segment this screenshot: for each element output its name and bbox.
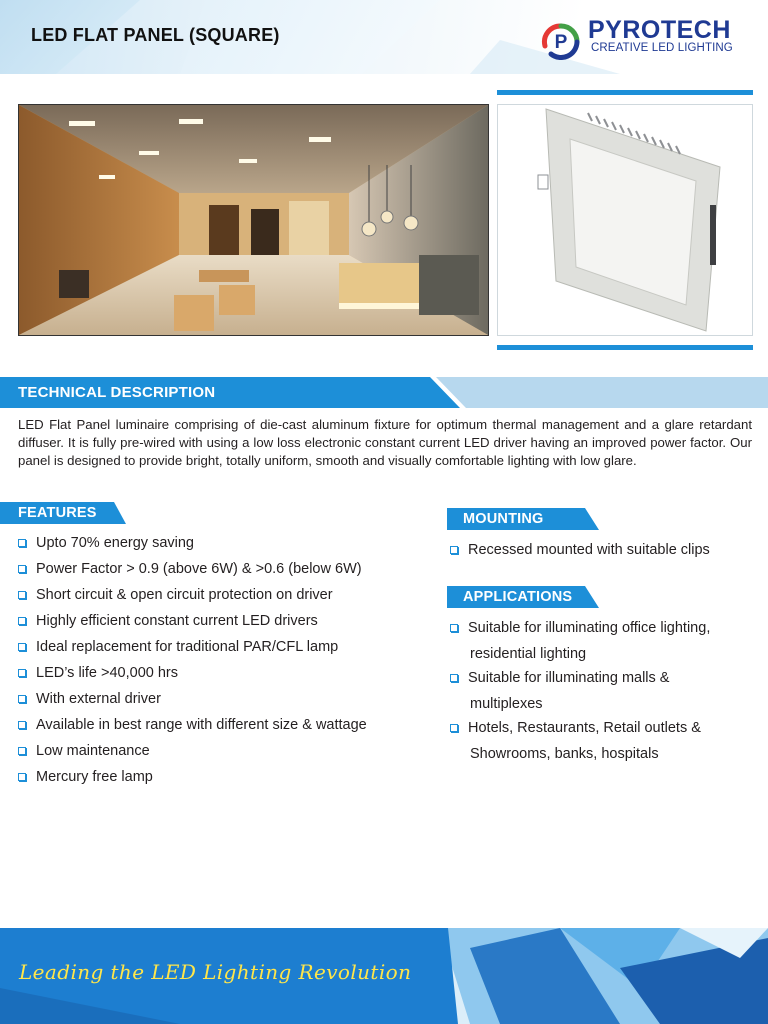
features-tag xyxy=(0,502,128,524)
list-item: Available in best range with different size & wattage xyxy=(18,717,418,743)
room-illustration xyxy=(19,105,488,335)
list-item: Power Factor > 0.9 (above 6W) & >0.6 (below 6W) xyxy=(18,561,418,587)
list-item: LED’s life >40,000 hrs xyxy=(18,665,418,691)
applications-tag xyxy=(447,586,601,608)
list-item: Hotels, Restaurants, Retail outlets & Showrooms, banks, hospitals xyxy=(450,720,750,770)
checkbox-bullet-icon xyxy=(18,643,26,651)
office-interior-photo xyxy=(18,104,489,336)
list-item: Ideal replacement for traditional PAR/CFL lamp xyxy=(18,639,418,665)
checkbox-bullet-icon xyxy=(450,724,458,732)
applications-heading: APPLICATIONS xyxy=(463,589,573,605)
list-item: With external driver xyxy=(18,691,418,717)
checkbox-bullet-icon xyxy=(18,591,26,599)
features-heading: FEATURES xyxy=(18,505,97,521)
pyrotech-logo-icon xyxy=(541,20,581,60)
list-item: Low maintenance xyxy=(18,743,418,769)
list-item: Highly efficient constant current LED drivers xyxy=(18,613,418,639)
checkbox-bullet-icon xyxy=(18,695,26,703)
list-item: Mercury free lamp xyxy=(18,769,418,795)
page-title: LED FLAT PANEL (SQUARE) xyxy=(31,25,280,45)
logo-tagline: CREATIVE LED LIGHTING xyxy=(591,42,733,54)
checkbox-bullet-icon xyxy=(450,624,458,632)
list-item: Short circuit & open circuit protection on driver xyxy=(18,587,418,613)
mounting-list xyxy=(450,542,750,558)
checkbox-bullet-icon xyxy=(450,674,458,682)
product-photo xyxy=(497,104,753,336)
technical-description-text: LED Flat Panel luminaire comprising of die-cast aluminum fixture for optimum thermal management and a glare retardant diffuser. It is fully pre-wired with using a low loss electronic constant current LED driver having an improved power factor. Our panel is designed to provide bright, totally uniform, smooth and visually comfortable lighting with low glare. xyxy=(18,417,752,468)
features-list xyxy=(18,535,418,795)
footer-slogan: Leading the LED Lighting Revolution xyxy=(19,960,412,984)
list-item: Suitable for illuminating malls & multiplexes xyxy=(450,670,750,720)
logo-letter: P xyxy=(554,32,568,53)
image-divider-bottom xyxy=(497,345,753,350)
brand-logo xyxy=(541,14,756,62)
logo-name: PYROTECH xyxy=(588,16,731,44)
technical-description-heading: TECHNICAL DESCRIPTION xyxy=(18,384,216,401)
list-item: Suitable for illuminating office lighting, residential lighting xyxy=(450,620,750,670)
mounting-tag xyxy=(447,508,601,530)
mounting-heading: MOUNTING xyxy=(463,511,544,527)
applications-list xyxy=(450,620,750,770)
checkbox-bullet-icon xyxy=(18,773,26,781)
checkbox-bullet-icon xyxy=(18,565,26,573)
list-item: Recessed mounted with suitable clips xyxy=(450,542,750,558)
checkbox-bullet-icon xyxy=(18,617,26,625)
led-panel-illustration xyxy=(498,105,752,335)
checkbox-bullet-icon xyxy=(18,747,26,755)
checkbox-bullet-icon xyxy=(18,669,26,677)
checkbox-bullet-icon xyxy=(18,539,26,547)
image-divider-top xyxy=(497,90,753,95)
checkbox-bullet-icon xyxy=(450,546,458,554)
checkbox-bullet-icon xyxy=(18,721,26,729)
list-item: Upto 70% energy saving xyxy=(18,535,418,561)
